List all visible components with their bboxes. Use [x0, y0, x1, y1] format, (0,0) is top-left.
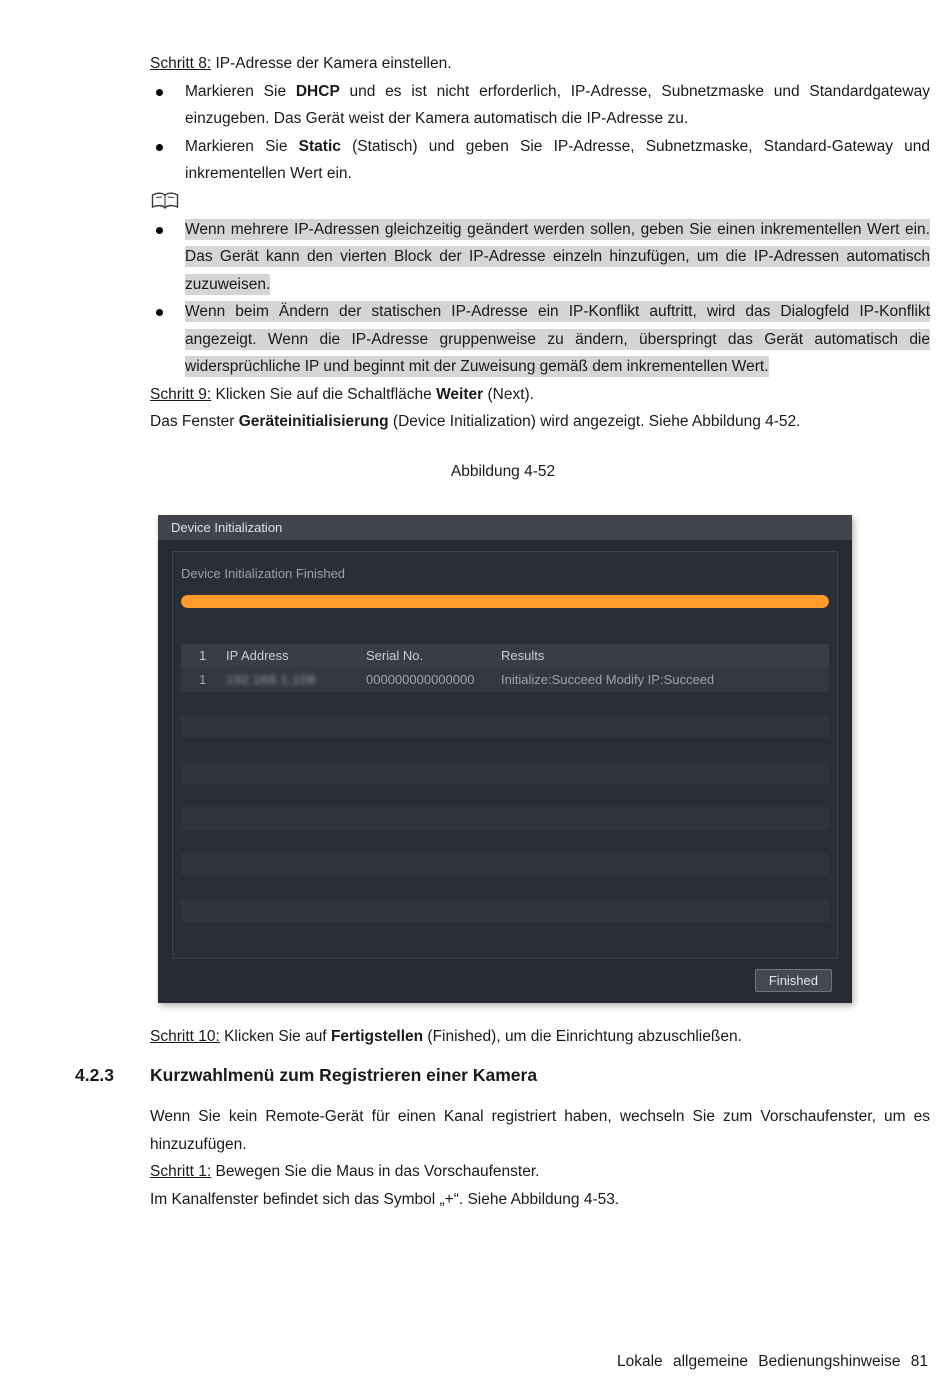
- cell-number: 1: [199, 672, 207, 687]
- page-footer: Lokale allgemeine Bedienungshinweise 81: [617, 1353, 928, 1370]
- paragraph-step1: [150, 1158, 930, 1186]
- section-heading: [75, 1061, 930, 1089]
- cell-serial-no: 000000000000000: [366, 672, 475, 687]
- step1-text: Bewegen Sie die Maus in das Vorschaufenster.: [211, 1163, 540, 1181]
- paragraph-channel-note: Im Kanalfenster befindet sich das Symbol „+“. Siehe Abbildung 4-53.: [150, 1190, 620, 1208]
- cell-results: Initialize:Succeed Modify IP:Succeed: [501, 672, 715, 687]
- cell-ip-address: 192.168.1.108: [226, 672, 316, 687]
- note-section-marker: [150, 189, 930, 215]
- bullet-item-dhcp: [150, 78, 930, 133]
- finished-button[interactable]: Finished: [755, 969, 832, 992]
- table-header-row: [181, 644, 829, 667]
- initialization-status-text: Device Initialization Finished: [181, 566, 346, 581]
- dialog-title-bar: Device Initialization: [158, 515, 852, 540]
- device-results-table: [181, 644, 829, 922]
- table-row-empty: [181, 876, 829, 899]
- bullet-text: Markieren Sie DHCP und es ist nicht erforderlich, IP-Adresse, Subnetzmaske und Standardgateway einzugeben. Das Gerät weist der Kamera automatisch die IP-Adresse zu.: [185, 82, 930, 127]
- table-row[interactable]: [181, 667, 829, 692]
- bullet-icon: [156, 227, 163, 234]
- bullet-text: Markieren Sie Static (Statisch) und geben Sie IP-Adresse, Subnetzmaske, Standard-Gateway und inkrementellen Wert ein.: [185, 137, 930, 182]
- table-empty-rows: [181, 692, 829, 922]
- header-results: Results: [501, 648, 545, 663]
- step9-label: Schritt 9:: [150, 385, 212, 403]
- table-row-empty: [181, 807, 829, 830]
- table-row-empty: [181, 830, 829, 853]
- header-number: 1: [199, 648, 207, 663]
- step8-label: Schritt 8:: [150, 55, 212, 72]
- table-row-empty: [181, 738, 829, 761]
- section-number: 4.2.3: [75, 1064, 114, 1085]
- paragraph-step10: Schritt 10: Klicken Sie auf Fertigstellen (Finished), um die Einrichtung abzuschließen.: [150, 1028, 742, 1045]
- step10-label: Schritt 10:: [150, 1028, 220, 1045]
- table-row-empty: [181, 715, 829, 738]
- note-bullet-conflict: [150, 298, 930, 381]
- bullet-icon: [156, 89, 163, 96]
- header-serial-no: Serial No.: [366, 648, 424, 663]
- device-initialization-dialog: [158, 515, 852, 1003]
- bullet-item-static: [150, 133, 930, 188]
- note-bullet-text: Wenn beim Ändern der statischen IP-Adresse ein IP-Konflikt auftritt, wird das Dialogfeld IP-Konflikt angezeigt. Wenn die IP-Adresse gruppenweise zu ändern, überspringt das Gerät automatisch die widersprüchliche IP und beginnt mit der Zuweisung gemäß dem inkrementellen Wert.: [185, 303, 930, 375]
- step8-text: IP-Adresse der Kamera einstellen.: [211, 55, 452, 72]
- bullet-icon: [156, 309, 163, 316]
- table-row-empty: [181, 692, 829, 715]
- section-title: Kurzwahlmenü zum Registrieren einer Kamera: [150, 1064, 538, 1085]
- bullet-icon: [156, 144, 163, 151]
- paragraph-window-note: Das Fenster Geräteinitialisierung (Device Initialization) wird angezeigt. Siehe Abbildung 4-52.: [150, 413, 801, 430]
- paragraph-section-intro: Wenn Sie kein Remote-Gerät für einen Kanal registriert haben, wechseln Sie zum Vorschaufenster, um es hinzuzufügen.: [150, 1108, 930, 1153]
- table-row-empty: [181, 853, 829, 876]
- progress-bar-fill: [181, 595, 829, 608]
- paragraph-step9: Schritt 9: Klicken Sie auf die Schaltfläche Weiter (Next).: [150, 385, 534, 403]
- note-book-icon: [150, 192, 180, 211]
- header-ip-address: IP Address: [226, 648, 289, 663]
- table-row-empty: [181, 761, 829, 784]
- step1-label: Schritt 1:: [150, 1163, 212, 1181]
- document-body: [75, 50, 930, 1213]
- note-bullet-text: Wenn mehrere IP-Adressen gleichzeitig geändert werden sollen, geben Sie einen inkrementellen Wert ein. Das Gerät kann den vierten Block der IP-Adresse einzeln hinzufügen, um die IP-Adressen automatisch zuzuweisen.: [185, 220, 930, 293]
- table-row-empty: [181, 784, 829, 807]
- progress-bar-track: [181, 595, 829, 608]
- dialog-content-panel: [172, 551, 838, 959]
- note-bullet-increment: [150, 216, 930, 299]
- figure-caption: Abbildung 4-52: [450, 462, 556, 480]
- table-row-empty: [181, 899, 829, 922]
- paragraph-step8: [150, 50, 930, 78]
